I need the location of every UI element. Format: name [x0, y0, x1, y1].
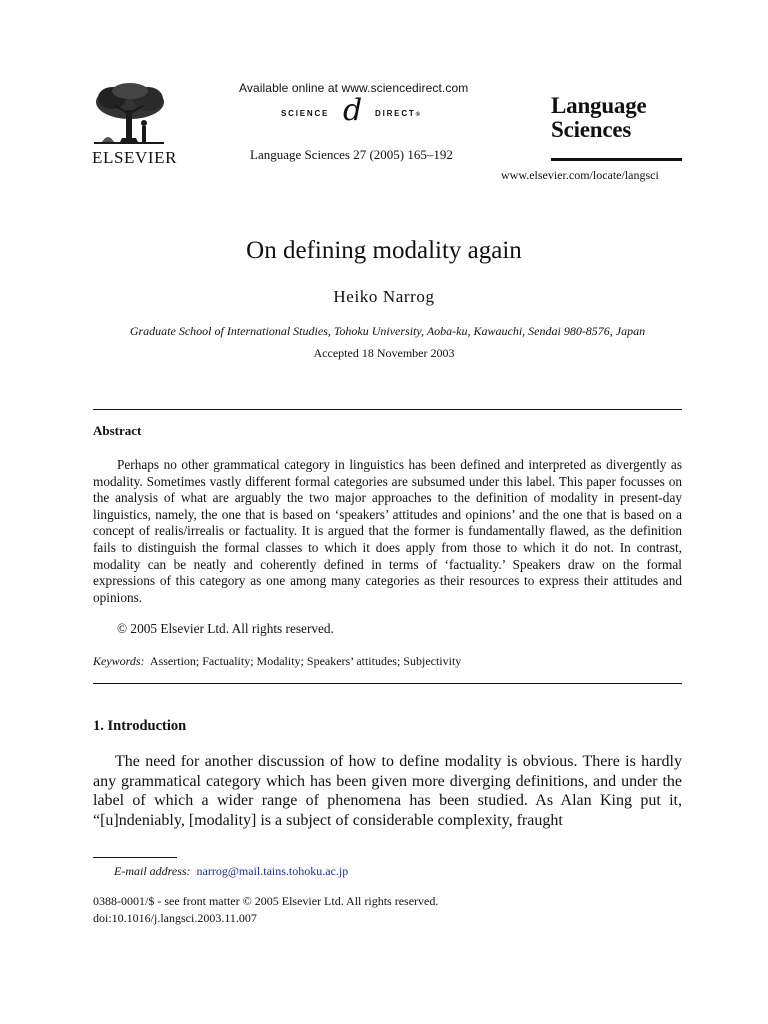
journal-logo-line2: Sciences — [551, 117, 632, 142]
email-label: E-mail address: — [114, 864, 191, 878]
accepted-date: Accepted 18 November 2003 — [313, 346, 455, 360]
article-author: Heiko Narrog — [333, 287, 435, 306]
keywords-line — [93, 654, 461, 669]
sciencedirect-logo-left: SCIENCE — [281, 109, 330, 118]
sciencedirect-at-icon: d — [343, 93, 363, 128]
front-matter-line: 0388-0001/$ - see front matter © 2005 Elsevier Ltd. All rights reserved. — [93, 894, 439, 908]
journal-logo-line1: Language — [551, 93, 647, 118]
article-title: On defining modality again — [246, 237, 522, 264]
doi-line[interactable]: doi:10.1016/j.langsci.2003.11.007 — [93, 911, 257, 925]
author-affiliation: Graduate School of International Studies, Tohoku University, Aoba-ku, Kawauchi, Sendai 980-8576, Japan — [129, 324, 646, 338]
section-heading-introduction: 1. Introduction — [93, 718, 187, 734]
elsevier-tree-logo-icon — [90, 82, 168, 148]
journal-url-link[interactable]: www.elsevier.com/locate/langsci — [501, 168, 659, 182]
introduction-body: The need for another discussion of how to define modality is obvious. There is hardly any grammatical category which has been given more diverging definitions, and under the label of which a wider range of phenomena has been studied. As Alan King put it, “[u]ndeniably, [modality] is a subject of considerable complexity, fraught — [93, 753, 682, 830]
footnote-rule — [93, 857, 177, 858]
abstract-body: Perhaps no other grammatical category in linguistics has been defined and interpreted as divergently as modality. Sometimes vastly different formal categories are subsumed under this label. This paper focusses on the analysis of what are arguably the two major approaches to the definition of modality in present-day linguistics, namely, the one that is based on ‘speakers’ attitudes and opinions’ and the one that is based on a concept of realis/irrealis or factuality. It is argued that the former is fundamentally flawed, as the definition fails to distinguish the formal classes to which it does apply from those to which it do not. In contrast, modality can be neatly and coherently defined in terms of ‘factuality.’ Speakers draw on the formal expressions of this category as one among many categories as their resources to express their attitudes and opinions. — [93, 457, 682, 605]
sciencedirect-logo[interactable] — [281, 93, 441, 130]
sciencedirect-logo-right: DIRECT® — [375, 109, 420, 118]
abstract-top-rule — [93, 409, 682, 410]
journal-logo-underline — [551, 158, 682, 161]
keywords-label: Keywords: — [93, 654, 145, 668]
abstract-bottom-rule — [93, 683, 682, 684]
abstract-heading: Abstract — [93, 423, 142, 438]
available-online-text[interactable]: Available online at www.sciencedirect.com — [239, 81, 469, 95]
keywords-list: Assertion; Factuality; Modality; Speakers’ attitudes; Subjectivity — [149, 654, 462, 668]
journal-logo — [551, 94, 647, 142]
email-link[interactable]: narrog@mail.tains.tohoku.ac.jp — [196, 864, 349, 878]
email-footnote — [114, 864, 348, 879]
journal-citation: Language Sciences 27 (2005) 165–192 — [250, 147, 453, 162]
abstract-copyright: © 2005 Elsevier Ltd. All rights reserved. — [117, 621, 334, 636]
publisher-name: ELSEVIER — [92, 148, 178, 167]
